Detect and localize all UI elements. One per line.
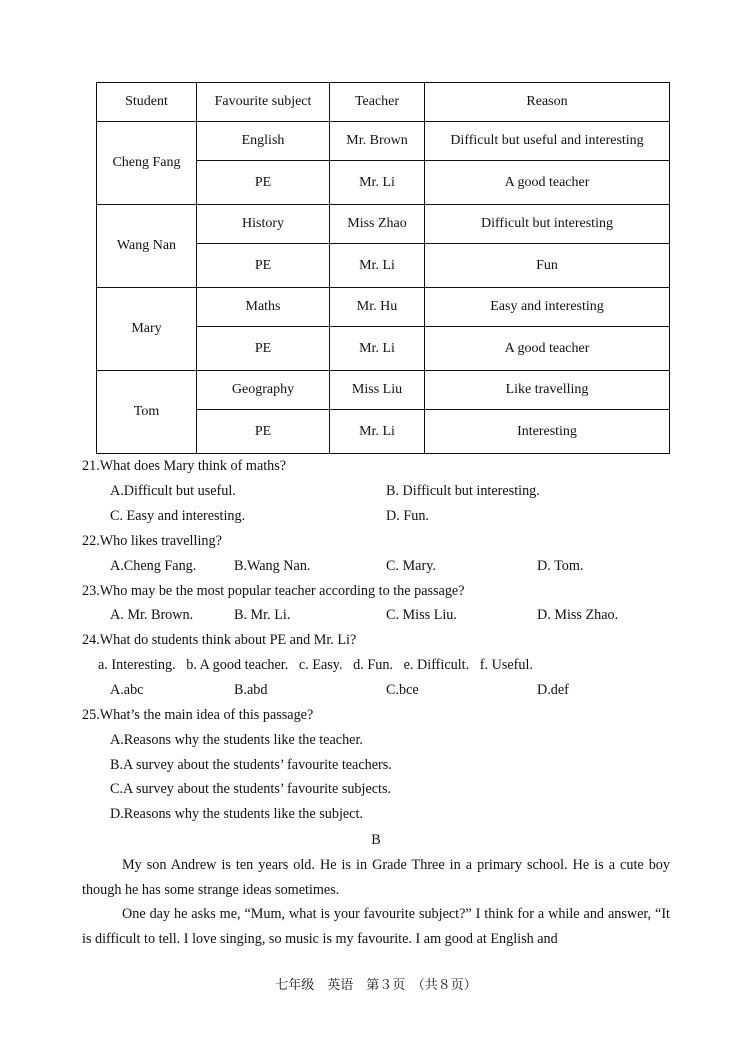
student-name: Mary	[97, 288, 197, 371]
section-b-paragraph-1	[82, 853, 670, 902]
paragraph-1-text: My son Andrew is ten years old. He is in Grade Three in a primary school. He is a cute boy though he has some strange ideas sometimes.	[82, 857, 670, 898]
teacher-cell: Mr. Hu	[330, 288, 425, 327]
reason-cell: A good teacher	[425, 161, 670, 205]
page-footer: 七年级 英语 第３页 （共８页）	[275, 977, 477, 992]
subject-cell: Maths	[197, 288, 330, 327]
subject-cell: History	[197, 205, 330, 244]
question-23-option-c: C. Miss Liu.	[386, 607, 457, 623]
teacher-cell: Miss Zhao	[330, 205, 425, 244]
question-24-option-c: C.bce	[386, 682, 419, 698]
question-21-option-b: B. Difficult but interesting.	[386, 483, 540, 499]
question-24-choices: a. Interesting. b. A good teacher. c. Easy. d. Fun. e. Difficult. f. Useful.	[98, 657, 533, 673]
question-21-option-c: C. Easy and interesting.	[110, 508, 246, 524]
question-23-stem: 23.Who may be the most popular teacher according to the passage?	[82, 583, 465, 599]
subject-cell: PE	[197, 327, 330, 371]
reason-cell: Difficult but interesting	[425, 205, 670, 244]
question-25-option-a: A.Reasons why the students like the teacher.	[110, 732, 363, 748]
question-23-option-d: D. Miss Zhao.	[537, 607, 619, 623]
teacher-cell: Mr. Li	[330, 161, 425, 205]
header-reason: Reason	[425, 83, 670, 122]
question-24-stem: 24.What do students think about PE and Mr. Li?	[82, 632, 357, 648]
student-name: Tom	[97, 371, 197, 454]
header-teacher: Teacher	[330, 83, 425, 122]
question-25-stem: 25.What’s the main idea of this passage?	[82, 707, 314, 723]
question-25-option-c: C.A survey about the students’ favourite subjects.	[110, 781, 392, 797]
subject-cell: PE	[197, 161, 330, 205]
table-header-row	[97, 83, 670, 122]
student-name: Wang Nan	[97, 205, 197, 288]
question-24-option-a: A.abc	[110, 682, 144, 698]
question-23-option-a: A. Mr. Brown.	[110, 607, 194, 623]
question-22-option-b: B.Wang Nan.	[234, 558, 311, 574]
question-24-option-d: D.def	[537, 682, 569, 698]
teacher-cell: Mr. Brown	[330, 122, 425, 161]
question-22-option-d: D. Tom.	[537, 558, 584, 574]
teacher-cell: Mr. Li	[330, 244, 425, 288]
question-25-option-d: D.Reasons why the students like the subject.	[110, 806, 363, 822]
question-25-option-b: B.A survey about the students’ favourite teachers.	[110, 757, 392, 773]
reason-cell: Like travelling	[425, 371, 670, 410]
survey-table	[96, 82, 670, 454]
teacher-cell: Miss Liu	[330, 371, 425, 410]
reason-cell: Easy and interesting	[425, 288, 670, 327]
header-favourite-subject: Favourite subject	[197, 83, 330, 122]
teacher-cell: Mr. Li	[330, 327, 425, 371]
table-row	[97, 288, 670, 327]
subject-cell: PE	[197, 244, 330, 288]
section-b-paragraph-2	[82, 902, 670, 951]
question-21-option-d: D. Fun.	[386, 508, 429, 524]
section-b-label: B	[371, 832, 381, 848]
question-24-option-b: B.abd	[234, 682, 268, 698]
question-23-option-b: B. Mr. Li.	[234, 607, 291, 623]
header-student: Student	[97, 83, 197, 122]
table-row	[97, 371, 670, 410]
table-row	[97, 122, 670, 161]
question-22-stem: 22.Who likes travelling?	[82, 533, 222, 549]
question-21-option-a: A.Difficult but useful.	[110, 483, 236, 499]
subject-cell: PE	[197, 410, 330, 454]
reason-cell: Interesting	[425, 410, 670, 454]
subject-cell: Geography	[197, 371, 330, 410]
student-name: Cheng Fang	[97, 122, 197, 205]
subject-cell: English	[197, 122, 330, 161]
reason-cell: Difficult but useful and interesting	[425, 122, 670, 161]
question-22-option-a: A.Cheng Fang.	[110, 558, 197, 574]
paragraph-2-text: One day he asks me, “Mum, what is your favourite subject?” I think for a while and answer, “It is difficult to tell. I love singing, so music is my favourite. I am good at English and	[82, 906, 670, 947]
teacher-cell: Mr. Li	[330, 410, 425, 454]
table-row	[97, 205, 670, 244]
reason-cell: Fun	[425, 244, 670, 288]
question-21-stem: 21.What does Mary think of maths?	[82, 458, 287, 474]
reason-cell: A good teacher	[425, 327, 670, 371]
question-22-option-c: C. Mary.	[386, 558, 436, 574]
